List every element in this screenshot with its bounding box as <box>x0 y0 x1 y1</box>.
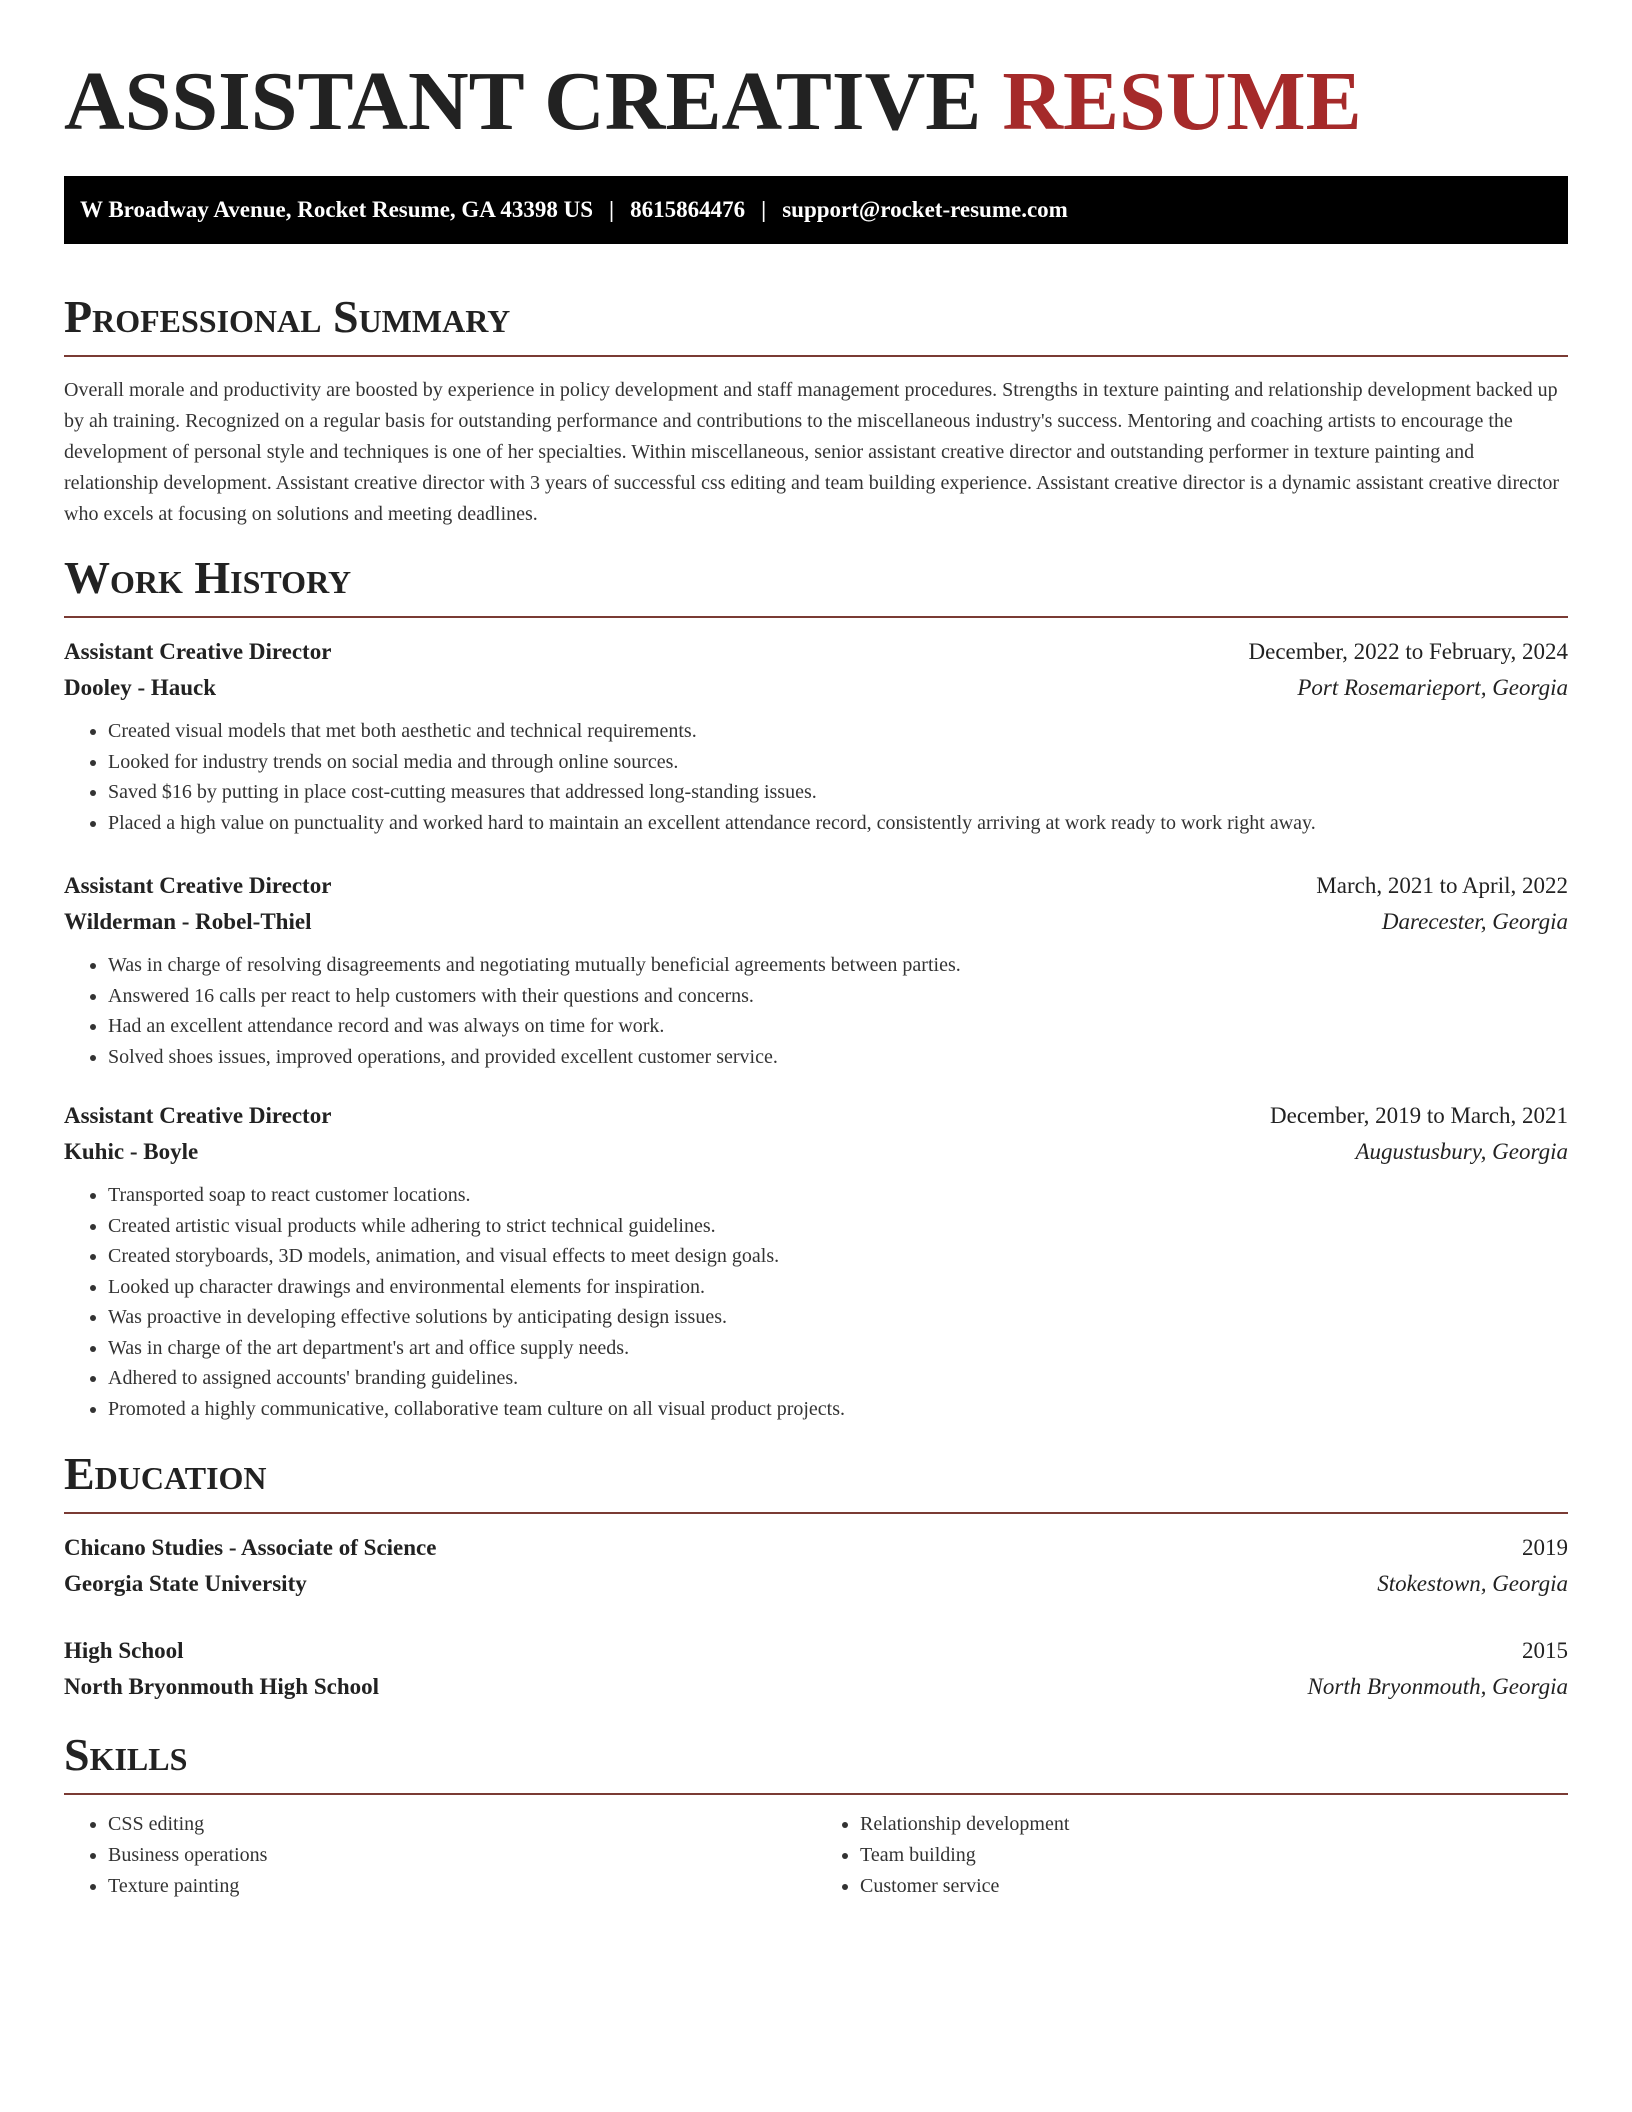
skills-section <box>64 1727 1568 1902</box>
education-degree: High School <box>64 1638 184 1663</box>
skills-list-right <box>816 1809 1568 1902</box>
section-divider <box>64 355 1568 357</box>
education-location: North Bryonmouth, Georgia <box>1307 1674 1568 1699</box>
list-item: • Solved shoes issues, improved operations, and provided excellent customer service. <box>108 1042 1568 1073</box>
job-title: Assistant Creative Director <box>64 1103 332 1128</box>
resume-title <box>64 52 1568 152</box>
job-company: Wilderman - Robel-Thiel <box>64 909 312 934</box>
job-location: Port Rosemarieport, Georgia <box>1297 675 1568 700</box>
contact-phone: 8615864476 <box>630 197 746 222</box>
job-bullets <box>64 950 1568 1072</box>
section-divider <box>64 616 1568 618</box>
skill-item: • Team building <box>860 1840 1568 1871</box>
job-header-row <box>64 1098 1568 1134</box>
job-entry <box>64 1098 1568 1424</box>
job-header-row <box>64 634 1568 670</box>
job-bullets <box>64 1180 1568 1424</box>
list-item: • Looked for industry trends on social media and through online sources. <box>108 747 1568 778</box>
contact-separator: | <box>609 197 615 222</box>
job-dates: December, 2019 to March, 2021 <box>1270 1103 1568 1128</box>
list-item: • Was in charge of the art department's art and office supply needs. <box>108 1333 1568 1364</box>
education-entry <box>64 1530 1568 1602</box>
skills-list-left <box>64 1809 816 1902</box>
title-accent: RESUME <box>1002 55 1362 148</box>
education-year: 2019 <box>1522 1535 1568 1560</box>
contact-bar <box>64 176 1568 244</box>
skill-item: • CSS editing <box>108 1809 816 1840</box>
list-item: • Looked up character drawings and environmental elements for inspiration. <box>108 1272 1568 1303</box>
title-main: ASSISTANT CREATIVE <box>64 55 982 148</box>
job-title: Assistant Creative Director <box>64 639 332 664</box>
summary-text: Overall morale and productivity are boosted by experience in policy development and staff management procedures. Strengths in texture painting and relationship development backed up by ah training. Recognized on a regular basis for outstanding performance and contributions to the miscellaneous industry's success. Mentoring and coaching artists to encourage the development of personal style and techniques is one of her specialties. Within miscellaneous, senior assistant creative director and outstanding performer in texture painting and relationship development. Assistant creative director with 3 years of successful css editing and team building experience. Assistant creative director is a dynamic assistant creative director who excels at focusing on solutions and meeting deadlines. <box>64 379 1560 525</box>
contact-address: W Broadway Avenue, Rocket Resume, GA 43398 US <box>80 197 594 222</box>
skill-item: • Texture painting <box>108 1871 816 1902</box>
job-dates: March, 2021 to April, 2022 <box>1316 873 1568 898</box>
job-dates: December, 2022 to February, 2024 <box>1248 639 1568 664</box>
list-item: • Created artistic visual products while adhering to strict technical guidelines. <box>108 1211 1568 1242</box>
education-school-row <box>64 1669 1568 1705</box>
education-header-row <box>64 1530 1568 1566</box>
summary-section <box>64 289 1568 530</box>
list-item: • Promoted a highly communicative, collaborative team culture on all visual product projects. <box>108 1394 1568 1425</box>
education-year: 2015 <box>1522 1638 1568 1663</box>
list-item: • Had an excellent attendance record and was always on time for work. <box>108 1011 1568 1042</box>
education-school-row <box>64 1566 1568 1602</box>
job-header-row <box>64 868 1568 904</box>
list-item: • Transported soap to react customer locations. <box>108 1180 1568 1211</box>
education-school: Georgia State University <box>64 1571 307 1596</box>
list-item: • Created visual models that met both aesthetic and technical requirements. <box>108 716 1568 747</box>
resume-page <box>64 52 1568 1902</box>
job-bullets <box>64 716 1568 838</box>
job-title: Assistant Creative Director <box>64 873 332 898</box>
list-item: • Was in charge of resolving disagreements and negotiating mutually beneficial agreements between parties. <box>108 950 1568 981</box>
job-entry <box>64 868 1568 1072</box>
section-heading-summary: Professional Summary <box>64 291 511 342</box>
education-school: North Bryonmouth High School <box>64 1674 380 1699</box>
education-entry <box>64 1633 1568 1705</box>
skill-item: • Business operations <box>108 1840 816 1871</box>
contact-email: support@rocket-resume.com <box>782 197 1068 222</box>
job-company-row <box>64 1134 1568 1170</box>
education-header-row <box>64 1633 1568 1669</box>
section-divider <box>64 1512 1568 1514</box>
skill-item: • Relationship development <box>860 1809 1568 1840</box>
list-item: • Saved $16 by putting in place cost-cutting measures that addressed long-standing issues. <box>108 777 1568 808</box>
job-company-row <box>64 904 1568 940</box>
job-company: Dooley - Hauck <box>64 675 217 700</box>
section-heading-skills: Skills <box>64 1729 188 1780</box>
section-divider <box>64 1793 1568 1795</box>
section-heading-work: Work History <box>64 552 352 603</box>
education-location: Stokestown, Georgia <box>1377 1571 1568 1596</box>
list-item: • Answered 16 calls per react to help customers with their questions and concerns. <box>108 981 1568 1012</box>
skill-item: • Customer service <box>860 1871 1568 1902</box>
job-location: Darecester, Georgia <box>1381 909 1568 934</box>
job-company: Kuhic - Boyle <box>64 1139 199 1164</box>
contact-separator: | <box>761 197 767 222</box>
list-item: • Adhered to assigned accounts' branding guidelines. <box>108 1363 1568 1394</box>
list-item: • Created storyboards, 3D models, animation, and visual effects to meet design goals. <box>108 1241 1568 1272</box>
list-item: • Was proactive in developing effective solutions by anticipating design issues. <box>108 1302 1568 1333</box>
job-entry <box>64 634 1568 838</box>
work-history-section <box>64 550 1568 1424</box>
job-company-row <box>64 670 1568 706</box>
skills-columns <box>64 1809 1568 1902</box>
section-heading-education: Education <box>64 1448 267 1499</box>
education-degree: Chicano Studies - Associate of Science <box>64 1535 437 1560</box>
list-item: • Placed a high value on punctuality and worked hard to maintain an excellent attendance record, consistently arriving at work ready to work right away. <box>108 808 1568 839</box>
education-section <box>64 1446 1568 1705</box>
job-location: Augustusbury, Georgia <box>1355 1139 1568 1164</box>
